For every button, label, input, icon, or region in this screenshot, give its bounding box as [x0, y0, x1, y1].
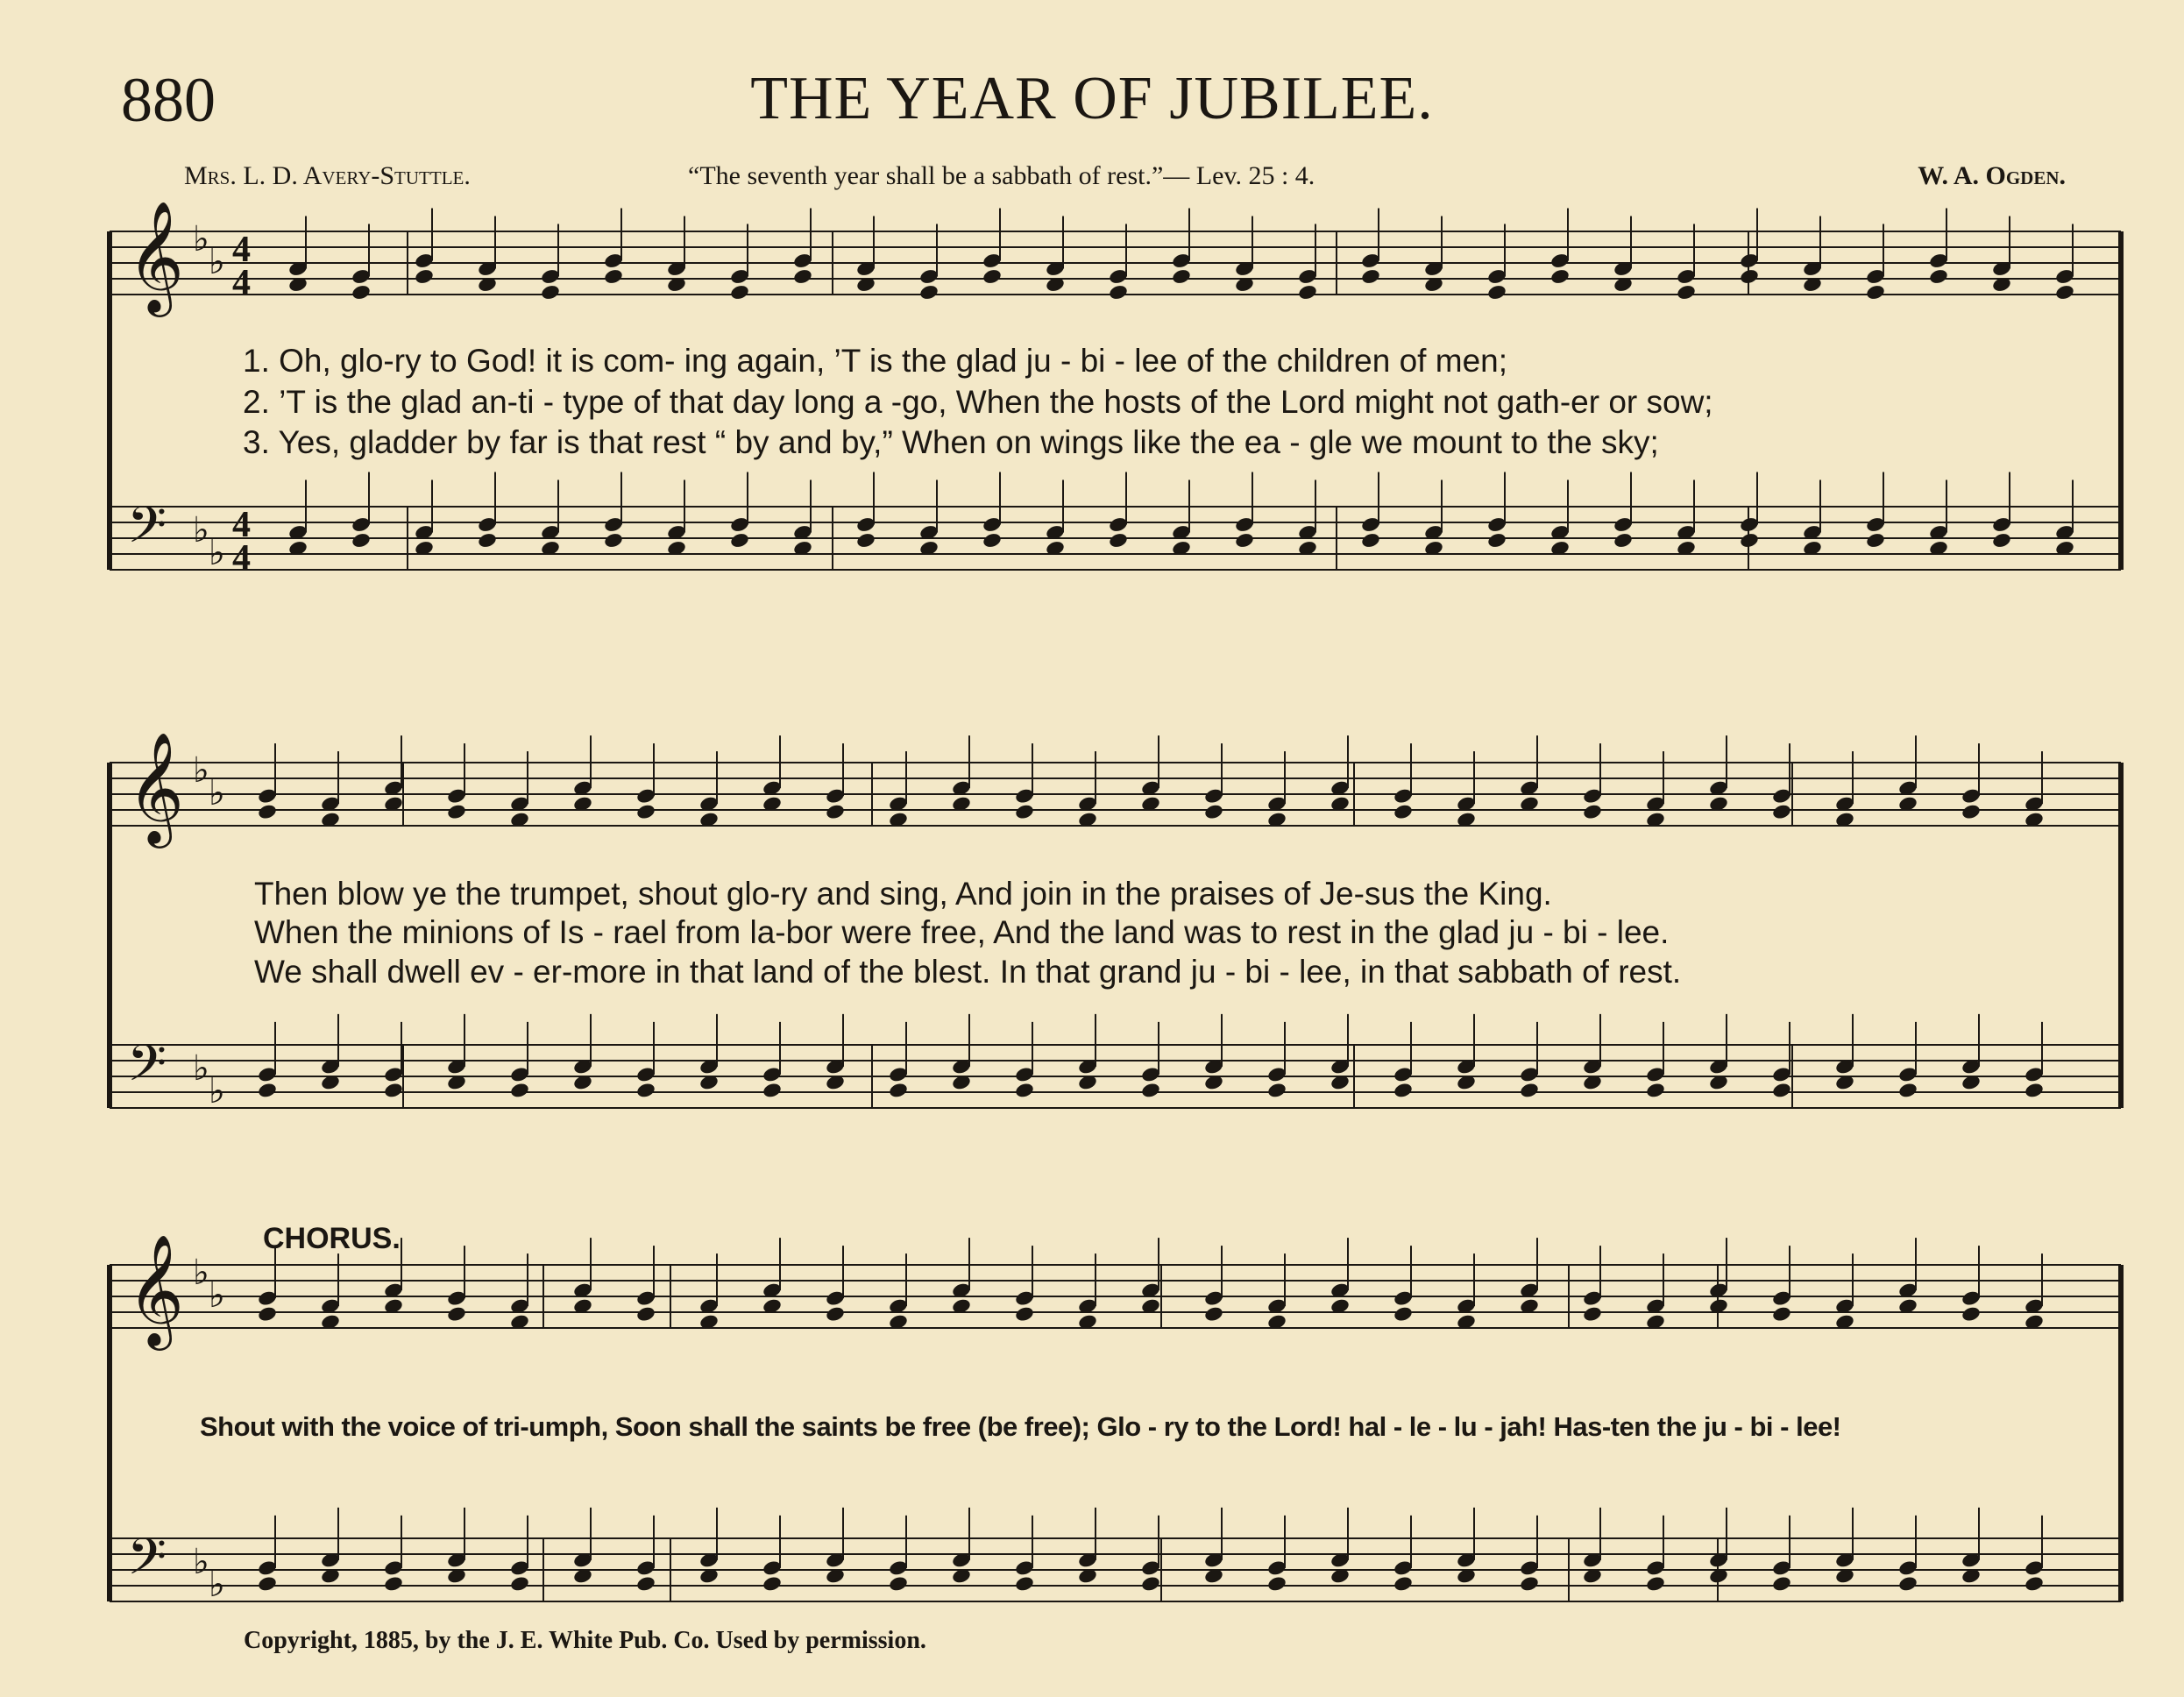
verse-2-line-1: 2. ’T is the glad an-ti - type of that day long a -go, When the hosts of the Lord might not gath-er or sow;: [243, 384, 1713, 420]
note-head: [1897, 1575, 1918, 1593]
flat-icon: ♭: [209, 1071, 225, 1111]
note-head: [792, 268, 813, 286]
note-head: [855, 532, 876, 550]
note-head: [825, 1305, 846, 1323]
note-head: [729, 532, 750, 550]
note-head: [635, 1575, 656, 1593]
chorus-lyrics: Shout with the voice of tri-umph, Soon shall the saints be free (be free); Glo - ry to the Lord! hal - le - lu - jah! Has-ten the ju - bi - lee!: [200, 1411, 1841, 1442]
note-head: [1014, 1305, 1035, 1323]
note-head: [1519, 1575, 1540, 1593]
note-head: [729, 284, 750, 302]
note-head: [2024, 1575, 2045, 1593]
note-head: [1739, 532, 1760, 550]
note-head: [1393, 1575, 1414, 1593]
note-head: [982, 268, 1003, 286]
note-head: [1108, 284, 1129, 302]
author-credit: Mrs. L. D. Avery-Stuttle.: [184, 161, 471, 190]
note-head: [1360, 268, 1381, 286]
note-head: [2054, 284, 2075, 302]
note-head: [1297, 284, 1318, 302]
note-head: [762, 1575, 783, 1593]
flat-icon: ♭: [193, 219, 209, 259]
copyright-notice: Copyright, 1885, by the J. E. White Pub. Co. Used by permission.: [244, 1627, 926, 1654]
note-head: [635, 1082, 656, 1099]
note-head: [257, 1082, 278, 1099]
flat-icon: ♭: [209, 773, 225, 813]
flat-icon: ♭: [193, 750, 209, 791]
note-head: [1771, 1305, 1792, 1323]
verse-1-line-2: Then blow ye the trumpet, shout glo-ry and sing, And join in the praises of Je-sus the King.: [254, 876, 1552, 912]
note-head: [257, 803, 278, 820]
note-head: [446, 803, 467, 820]
note-head: [1865, 284, 1886, 302]
note-head: [825, 803, 846, 820]
note-head: [257, 1575, 278, 1593]
note-head: [1266, 1575, 1287, 1593]
note-head: [1108, 532, 1129, 550]
note-head: [1486, 284, 1507, 302]
verse-3-line-2: We shall dwell ev - er-more in that land of the blest. In that grand ju - bi - lee, in that sabbath of rest.: [254, 954, 1682, 990]
note-head: [257, 1305, 278, 1323]
note-head: [1519, 1082, 1540, 1099]
note-head: [1897, 1082, 1918, 1099]
bass-clef-icon: 𝄢: [127, 1033, 167, 1105]
note-head: [1865, 532, 1886, 550]
flat-icon: ♭: [209, 533, 225, 573]
note-head: [383, 1082, 404, 1099]
note-head: [446, 1305, 467, 1323]
treble-clef-icon: 𝄞: [127, 1233, 185, 1346]
note-head: [1140, 1575, 1161, 1593]
note-head: [603, 532, 624, 550]
chorus-label: CHORUS.: [263, 1222, 401, 1255]
note-head: [1582, 803, 1603, 820]
note-head: [1771, 1575, 1792, 1593]
note-head: [540, 284, 561, 302]
note-head: [1393, 1305, 1414, 1323]
flat-icon: ♭: [193, 510, 209, 550]
note-head: [1582, 1305, 1603, 1323]
note-head: [383, 1575, 404, 1593]
note-head: [1771, 803, 1792, 820]
note-head: [1991, 532, 2012, 550]
note-head: [1645, 1575, 1666, 1593]
flat-icon: ♭: [209, 1565, 225, 1605]
hymn-title: THE YEAR OF JUBILEE.: [750, 65, 1434, 132]
verse-3-line-1: 3. Yes, gladder by far is that rest “ by and by,” When on wings like the ea - gle we mount to the sky;: [243, 424, 1659, 460]
note-head: [1234, 532, 1255, 550]
note-head: [1486, 532, 1507, 550]
bass-clef-icon: 𝄢: [127, 495, 167, 567]
flat-icon: ♭: [193, 1253, 209, 1293]
note-head: [1645, 1082, 1666, 1099]
note-head: [1203, 1305, 1224, 1323]
note-head: [1014, 1082, 1035, 1099]
note-head: [509, 1575, 530, 1593]
time-signature-digit: 4: [232, 538, 251, 579]
note-head: [1549, 268, 1571, 286]
note-head: [1203, 803, 1224, 820]
treble-clef-icon: 𝄞: [127, 731, 185, 843]
note-head: [351, 284, 372, 302]
note-head: [635, 803, 656, 820]
note-head: [351, 532, 372, 550]
time-signature-digit: 4: [232, 263, 251, 303]
flat-icon: ♭: [193, 1048, 209, 1089]
note-head: [509, 1082, 530, 1099]
note-head: [1393, 803, 1414, 820]
note-head: [1360, 532, 1381, 550]
note-head: [1393, 1082, 1414, 1099]
note-head: [1266, 1082, 1287, 1099]
note-head: [982, 532, 1003, 550]
composer-credit: W. A. Ogden.: [1918, 161, 2066, 190]
note-head: [2024, 1082, 2045, 1099]
note-head: [1739, 268, 1760, 286]
note-head: [603, 268, 624, 286]
note-head: [1140, 1082, 1161, 1099]
note-head: [1961, 1305, 1982, 1323]
treble-clef-icon: 𝄞: [127, 200, 185, 312]
note-head: [635, 1305, 656, 1323]
note-head: [1613, 532, 1634, 550]
note-head: [1014, 803, 1035, 820]
flat-icon: ♭: [209, 1275, 225, 1316]
note-head: [1961, 803, 1982, 820]
note-head: [1171, 268, 1192, 286]
flat-icon: ♭: [193, 1542, 209, 1582]
note-head: [762, 1082, 783, 1099]
time-signature-digit: 4: [232, 230, 251, 270]
hymn-number: 880: [121, 65, 216, 135]
note-head: [1928, 268, 1949, 286]
flat-icon: ♭: [209, 242, 225, 282]
note-head: [918, 284, 940, 302]
scripture-epigraph: “The seventh year shall be a sabbath of rest.”— Lev. 25 : 4.: [688, 161, 1315, 190]
verse-1-line-1: 1. Oh, glo-ry to God! it is com- ing again, ’T is the glad ju - bi - lee of the children of men;: [243, 343, 1507, 379]
time-signature-digit: 4: [232, 505, 251, 545]
bass-clef-icon: 𝄢: [127, 1527, 167, 1599]
note-head: [1771, 1082, 1792, 1099]
note-head: [1014, 1575, 1035, 1593]
note-head: [477, 532, 498, 550]
note-head: [888, 1575, 909, 1593]
verse-2-line-2: When the minions of Is - rael from la-bor were free, And the land was to rest in the glad ju - bi - lee.: [254, 914, 1670, 950]
note-head: [1676, 284, 1697, 302]
note-head: [414, 268, 435, 286]
note-head: [888, 1082, 909, 1099]
